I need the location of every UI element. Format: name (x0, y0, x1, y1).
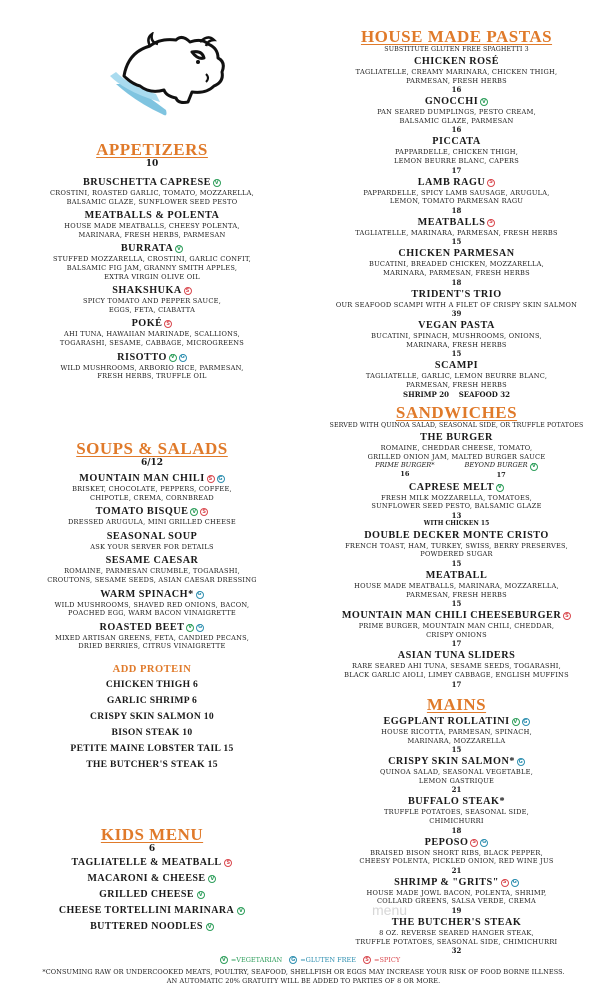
menu-item (306, 796, 607, 834)
item-desc: COLLARD GREENS, SALSA VERDE, CREMA (376, 897, 537, 906)
item-desc: SPICY TOMATO AND PEPPER SAUCE, (82, 297, 222, 306)
menu-item (306, 136, 607, 174)
item-desc: PAN SEARED DUMPLINGS, PESTO CREAM, (377, 108, 536, 117)
item-price: 18 (451, 825, 462, 835)
item-name: SCAMPI (434, 360, 479, 372)
menu-item (306, 56, 607, 94)
kids-item: MACARONI & CHEESE V (87, 873, 215, 884)
item-name: ROASTED BEET (99, 621, 185, 633)
item-name: LAMB RAGU (417, 176, 486, 188)
item-desc: HOUSE MADE JOWL BACON, POLENTA, SHRIMP, (366, 888, 547, 897)
item-desc: LEMON BEURRE BLANC, CAPERS (393, 156, 520, 165)
soups-salads-price: 6/12 (140, 458, 164, 468)
item-desc: HOUSE MADE MEATBALLS, MARINARA, MOZZARELLA, (354, 582, 559, 591)
menu-item (306, 432, 607, 480)
item-name: PEPOSO (424, 836, 469, 848)
item-desc: MARINARA, FRESH HERBS (406, 340, 507, 349)
item-desc: MIXED ARTISAN GREENS, FETA, CANDIED PECANS, (54, 633, 250, 642)
item-desc: FRESH MILK MOZZARELLA, TOMATOES, (381, 493, 532, 502)
item-desc: PAPPARDELLE, SPICY LAMB SAUSAGE, ARUGULA, (363, 188, 550, 197)
kids-menu-title: KIDS MENU (100, 825, 204, 844)
sandwiches-note: SERVED WITH QUINOA SALAD, SEASONAL SIDE, OR TRUFFLE POTATOES (329, 422, 584, 429)
protein-item: CRISPY SKIN SALMON 10 (89, 710, 214, 722)
spicy-icon: S (363, 956, 371, 964)
item-price: 32 (451, 946, 462, 956)
dietary-legend (200, 956, 420, 964)
vegetarian-icon: V (210, 875, 215, 882)
item-price: 15 (451, 599, 462, 609)
item-price: 21 (451, 785, 462, 795)
vegetarian-icon: V (207, 923, 213, 930)
item-name: BUFFALO STEAK* (407, 796, 506, 808)
menu-item (306, 716, 607, 754)
vegetarian-icon: V (170, 354, 176, 361)
item-desc: BRISKET, CHOCOLATE, PEPPERS, COFFEE, (72, 485, 232, 493)
item-desc: EGGS, FETA, CIABATTA (108, 305, 196, 314)
vegetarian-icon: V (198, 891, 204, 898)
item-price: 21 (451, 865, 462, 875)
spicy-icon: S (489, 219, 494, 226)
item-desc: PARMESAN, FRESH HERBS (406, 380, 507, 389)
menu-item (306, 248, 607, 286)
vegetarian-icon: V (177, 245, 182, 252)
item-desc: PARMESAN, FRESH HERBS (406, 76, 507, 85)
item-name: CHICKEN PARMESAN (398, 248, 515, 260)
legend-vegetarian: =VEGETARIAN (230, 956, 283, 964)
item-name: CHICKEN ROSÉ (414, 56, 499, 67)
item-name: MEATBALLS & POLENTA (84, 210, 220, 222)
menu-item (306, 570, 607, 608)
item-price: 15 (451, 349, 462, 359)
item-name: SHAKSHUKA (112, 285, 182, 297)
burger-option: BEYOND BURGER (464, 461, 528, 470)
item-desc: TRUFFLE POTATOES, SEASONAL SIDE, CHIMICHURRI (355, 937, 558, 946)
item-price: 17 (451, 165, 462, 175)
menu-item (306, 917, 607, 955)
pastas-note: SUBSTITUTE GLUTEN FREE SPAGHETTI 3 (384, 46, 529, 53)
vegetarian-icon: V (497, 484, 503, 491)
bison-logo (106, 32, 236, 122)
item-price: 16 (451, 85, 462, 95)
item-name: RISOTTO (117, 351, 167, 363)
item-desc: CHIPOTLE, CREMA, CORNBREAD (90, 493, 214, 502)
item-desc: OUR SEAFOOD SCAMPI WITH A FILET OF CRISPY SKIN SALMON (335, 300, 578, 309)
legend-gluten-free: =GLUTEN FREE (300, 956, 357, 964)
footnote (4, 968, 603, 986)
soups-salads-title: SOUPS & SALADS (76, 439, 228, 458)
mains-title: MAINS (426, 695, 487, 714)
item-desc: EXTRA VIRGIN OLIVE OIL (104, 272, 200, 281)
item-desc: LEMON, TOMATO PARMESAN RAGU (389, 197, 524, 206)
sandwiches-title: SANDWICHES (395, 403, 518, 422)
menu-item (306, 756, 607, 794)
menu-item (0, 285, 304, 314)
legend-spicy: =SPICY (374, 956, 401, 964)
menu-item (306, 320, 607, 358)
menu-item (0, 589, 304, 618)
vegetarian-icon: V (214, 179, 220, 186)
item-desc: LEMON GASTRIQUE (418, 776, 495, 785)
item-desc: TAGLIATELLE, GARLIC, LEMON BEURRE BLANC, (365, 372, 548, 381)
item-desc: BALSAMIC GLAZE, SUNFLOWER SEED PESTO (66, 197, 238, 206)
item-desc: WILD MUSHROOMS, ARBORIO RICE, PARMESAN, (60, 363, 244, 372)
item-name: THE BURGER (420, 432, 493, 443)
menu-item (306, 482, 607, 528)
menu-item (306, 96, 607, 134)
vegetarian-icon: V (192, 508, 197, 515)
item-price: 15 (451, 559, 462, 569)
spicy-icon: S (565, 612, 570, 619)
item-desc: BALSAMIC FIG JAM, GRANNY SMITH APPLES, (66, 263, 238, 272)
menu-item (0, 531, 304, 552)
item-desc: CHIMICHURRI (429, 816, 484, 825)
menu-item (306, 837, 607, 875)
appetizers-title: APPETIZERS (96, 140, 208, 159)
item-price: 15 (451, 745, 462, 755)
footnote-line: AN AUTOMATIC 20% GRATUITY WILL BE ADDED TO PARTIES OF 8 OR MORE. (166, 977, 441, 985)
item-desc: FRESH HERBS, TRUFFLE OIL (97, 372, 207, 381)
vegetarian-icon: V (513, 718, 518, 725)
item-name: MOUNTAIN MAN CHILI CHEESEBURGER (341, 610, 562, 622)
menu-item (306, 289, 607, 319)
item-desc: MARINARA, FRESH HERBS, PARMESAN (78, 230, 226, 239)
pastas-title: HOUSE MADE PASTAS (360, 27, 553, 46)
footnote-line: *CONSUMING RAW OR UNDERCOOKED MEATS, POULTRY, SEAFOOD, SHELLFISH OR EGGS MAY INCREASE YOUR RISK OF FOOD BORNE ILLNESS. (42, 968, 565, 976)
spicy-icon: S (202, 508, 207, 515)
item-price: 17 (451, 639, 462, 649)
menu-item (0, 622, 304, 651)
gluten-free-icon: G (218, 475, 223, 482)
menu-item (0, 506, 304, 527)
item-price: 19 (451, 905, 462, 915)
burger-option-price: 16 (400, 470, 410, 479)
gluten-free-icon: G (180, 354, 186, 361)
item-price: 16 (451, 125, 462, 135)
menu-item (0, 318, 304, 347)
kids-item: CHEESE TORTELLINI MARINARA V (58, 905, 244, 916)
spicy-icon: S (226, 859, 231, 866)
burger-option-price: 17 (496, 470, 506, 479)
item-desc: WILD MUSHROOMS, SHAVED RED ONIONS, BACON, (54, 600, 250, 609)
item-price: SHRIMP 20 SEAFOOD 32 (403, 389, 510, 399)
protein-item: BISON STEAK 10 (111, 726, 193, 738)
item-desc: TAGLIATELLE, MARINARA, PARMESAN, FRESH HERBS (355, 228, 558, 237)
menu-item (306, 610, 607, 648)
item-desc: 8 OZ. REVERSE SEARED HANGER STEAK, (379, 928, 534, 937)
spicy-icon: S (472, 839, 477, 846)
item-desc: SUNFLOWER SEED PESTO, BALSAMIC GLAZE (371, 502, 542, 511)
protein-item: THE BUTCHER'S STEAK 15 (86, 758, 218, 770)
gluten-free-icon: G (518, 758, 524, 765)
item-name: WARM SPINACH* (100, 588, 194, 600)
item-desc: HOUSE MADE MEATBALLS, CHEESY POLENTA, (64, 222, 240, 231)
item-desc: ASK YOUR SERVER FOR DETAILS (90, 542, 214, 551)
item-desc: HOUSE RICOTTA, PARMESAN, SPINACH, (381, 728, 532, 736)
item-desc: RARE SEARED AHI TUNA, SESAME SEEDS, TOGARASHI, (352, 662, 561, 671)
menu-item (0, 210, 304, 239)
item-name: CAPRESE MELT (408, 481, 495, 493)
item-desc: CHEESY POLENTA, PICKLED ONION, RED WINE JUS (359, 857, 554, 866)
spicy-icon: S (502, 879, 507, 886)
menu-item (0, 473, 304, 502)
menu-item (306, 877, 607, 915)
item-name: SEASONAL SOUP (106, 530, 198, 542)
gluten-free-icon: G (523, 718, 528, 725)
protein-item: PETITE MAINE LOBSTER TAIL 15 (70, 742, 234, 754)
item-desc: FRENCH TOAST, HAM, TURKEY, SWISS, BERRY PRESERVES, (345, 541, 568, 550)
appetizers-price: 10 (145, 159, 159, 169)
item-desc: PARMESAN, FRESH HERBS (406, 590, 507, 599)
menu-item (306, 650, 607, 688)
item-name: MOUNTAIN MAN CHILI (79, 473, 205, 484)
protein-item: CHICKEN THIGH 6 (105, 678, 199, 690)
item-name: SHRIMP & "GRITS" (394, 876, 499, 888)
gluten-free-icon: G (512, 879, 518, 886)
item-desc: ROMAINE, CHEDDAR CHEESE, TOMATO, (380, 444, 533, 452)
item-desc: POWDERED SUGAR (420, 550, 493, 559)
protein-item: GARLIC SHRIMP 6 (106, 694, 198, 706)
menu-item (0, 243, 304, 281)
item-name: BURRATA (120, 243, 174, 255)
item-desc: PRIME BURGER, MOUNTAIN MAN CHILI, CHEDDAR, (358, 622, 555, 631)
item-desc: CRISPY ONIONS (426, 630, 487, 639)
item-name: VEGAN PASTA (418, 320, 495, 332)
vegetarian-icon: V (481, 98, 487, 105)
item-name: TOMATO BISQUE (95, 506, 189, 518)
item-desc: MARINARA, PARMESAN, FRESH HERBS (383, 268, 530, 277)
item-desc: PAPPARDELLE, CHICKEN THIGH, (394, 148, 519, 157)
item-price: 39 (451, 309, 462, 319)
kids-item: TAGLIATELLE & MEATBALL S (71, 857, 231, 868)
menu-item (306, 360, 607, 398)
item-desc: STUFFED MOZZARELLA, CROSTINI, GARLIC CONFIT, (53, 255, 251, 264)
item-desc: MARINARA, MOZZARELLA (407, 736, 506, 745)
gluten-free-icon: G (291, 956, 296, 963)
kids-item: GRILLED CHEESE V (99, 889, 204, 900)
item-name: TRIDENT'S TRIO (411, 288, 502, 300)
gluten-free-icon: G (198, 624, 203, 631)
item-desc: TOGARASHI, SESAME, CABBAGE, MICROGREENS (59, 338, 245, 347)
item-desc: BRAISED BISON SHORT RIBS, BLACK PEPPER, (370, 848, 543, 857)
item-desc: BUCATINI, BREADED CHICKEN, MOZZARELLA, (369, 260, 544, 269)
item-desc: QUINOA SALAD, SEASONAL VEGETABLE, (379, 768, 534, 777)
spicy-icon: S (166, 320, 171, 327)
vegetarian-icon: V (239, 907, 244, 914)
item-desc: DRESSED ARUGULA, MINI GRILLED CHEESE (68, 518, 236, 527)
burger-option: PRIME BURGER* (375, 461, 435, 470)
item-name: MEATBALLS (417, 216, 486, 228)
item-desc: ROMAINE, PARMESAN CRUMBLE, TOGARASHI, (64, 567, 240, 576)
item-desc: BLACK GARLIC AIOLI, LIMEY CABBAGE, ENGLISH MUFFINS (344, 671, 569, 680)
menu-item (306, 530, 607, 568)
item-name: THE BUTCHER'S STEAK (391, 916, 522, 928)
menu-item (306, 217, 607, 247)
add-protein-title: ADD PROTEIN (112, 663, 192, 675)
item-name: SESAME CAESAR (105, 555, 199, 567)
item-desc: TAGLIATELLE, CREAMY MARINARA, CHICKEN THIGH, (355, 68, 558, 76)
gluten-free-icon: G (197, 591, 202, 598)
item-price: 17 (451, 679, 462, 689)
menu-item (0, 177, 304, 206)
gluten-free-icon: G (482, 839, 487, 846)
item-extra: WITH CHICKEN 15 (423, 519, 490, 527)
item-desc: GRILLED ONION JAM, MALTED BURGER SAUCE (367, 452, 546, 461)
item-desc: CROSTINI, ROASTED GARLIC, TOMATO, MOZZARELLA, (49, 189, 254, 197)
item-name: ASIAN TUNA SLIDERS (397, 650, 516, 662)
vegetarian-icon: V (220, 956, 228, 964)
item-desc: BUCATINI, SPINACH, MUSHROOMS, ONIONS, (371, 332, 542, 341)
item-desc: TRUFFLE POTATOES, SEASONAL SIDE, (383, 808, 530, 817)
item-price: 18 (451, 277, 462, 287)
vegetarian-icon: V (188, 624, 193, 631)
item-price: 18 (451, 205, 462, 215)
menu-item (0, 352, 304, 381)
item-desc: AHI TUNA, HAWAIIAN MARINADE, SCALLIONS, (63, 330, 241, 339)
item-name: BRUSCHETTA CAPRESE (83, 177, 211, 188)
kids-menu-price: 6 (148, 844, 156, 854)
item-name: POKÉ (131, 318, 163, 330)
item-desc: BALSAMIC GLAZE, PARMESAN (399, 116, 514, 125)
item-desc: CROUTONS, SESAME SEEDS, ASIAN CAESAR DRESSING (47, 575, 257, 584)
item-price: 13 (451, 510, 462, 520)
watermark: menu (372, 902, 408, 918)
menu-item (306, 177, 607, 215)
item-name: EGGPLANT ROLLATINI (383, 716, 510, 727)
spicy-icon: S (208, 475, 213, 482)
item-desc: POACHED EGG, WARM BACON VINAIGRETTE (68, 609, 236, 618)
vegetarian-icon: V (530, 463, 538, 471)
item-name: PICCATA (432, 136, 481, 148)
kids-item: BUTTERED NOODLES V (90, 921, 213, 932)
item-name: CRISPY SKIN SALMON* (388, 756, 515, 768)
item-name: MEATBALL (425, 570, 488, 582)
item-desc: DRIED BERRIES, CITRUS VINAIGRETTE (78, 642, 226, 651)
item-name: GNOCCHI (424, 96, 479, 108)
item-price: 15 (451, 237, 462, 247)
menu-item (0, 555, 304, 584)
item-name: DOUBLE DECKER MONTE CRISTO (364, 529, 549, 541)
spicy-icon: S (489, 179, 494, 186)
spicy-icon: S (185, 287, 190, 294)
